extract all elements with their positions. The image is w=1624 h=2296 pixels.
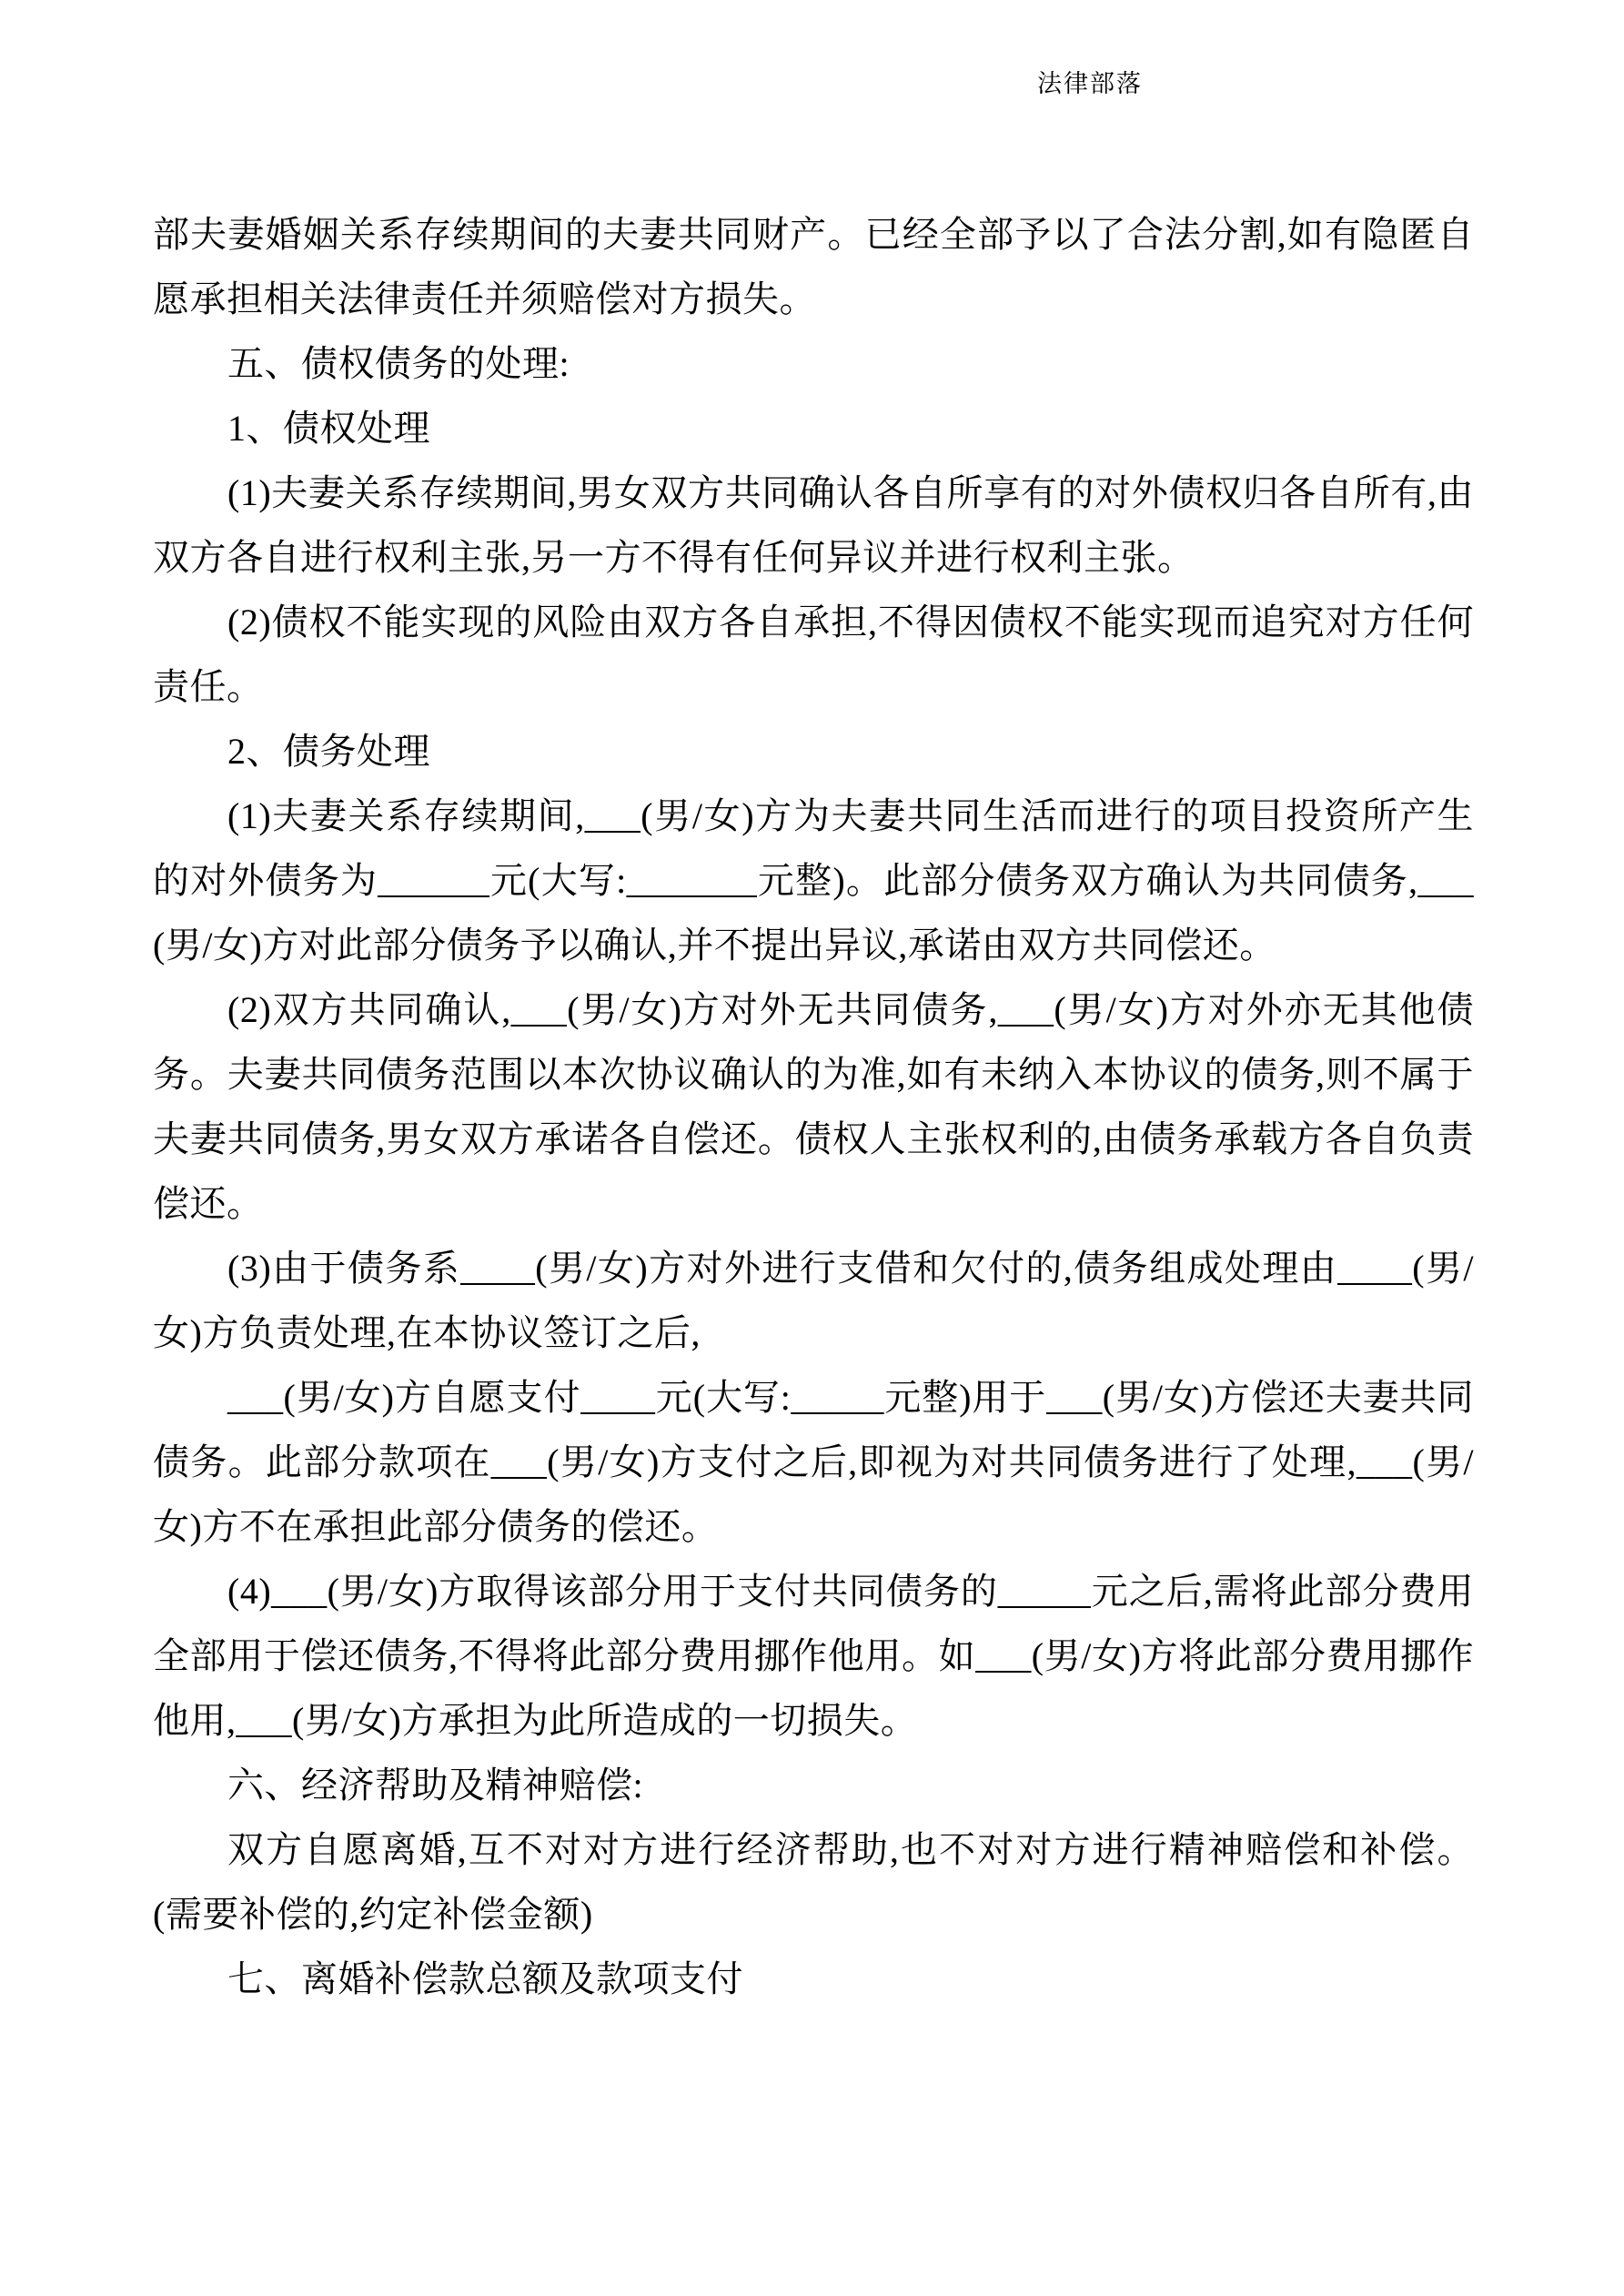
clause-credit-item-1: (1)夫妻关系存续期间,男女双方共同确认各自所享有的对外债权归各自所有,由双方各自进行权利主张,另一方不得有任何异议并进行权利主张。 — [153, 472, 1474, 578]
section-5-heading: 五、债权债务的处理: — [227, 343, 570, 384]
section-7-heading: 七、离婚补偿款总额及款项支付 — [227, 1958, 743, 1999]
clause-debt-item-1: (1)夫妻关系存续期间,___(男/女)方为夫妻共同生活而进行的项目投资所产生的对外债务为______元(大写:_______元整)。此部分债务双方确认为共同债务,___(男/女)方对此部分债务予以确认,并不提出异议,承诺由双方共同偿还。 — [153, 795, 1474, 966]
clause-credit-heading: 1、债权处理 — [227, 408, 430, 449]
section-6-body: 双方自愿离婚,互不对对方进行经济帮助,也不对对方进行精神赔偿和补偿。(需要补偿的,约定补偿金额) — [153, 1829, 1474, 1935]
clause-debt-item-3-payment: ___(男/女)方自愿支付____元(大写:_____元整)用于___(男/女)方偿还夫妻共同债务。此部分款项在___(男/女)方支付之后,即视为对共同债务进行了处理,___(男/女)方不在承担此部分债务的偿还。 — [153, 1377, 1474, 1547]
clause-debt-item-2: (2)双方共同确认,___(男/女)方对外无共同债务,___(男/女)方对外亦无其他债务。夫妻共同债务范围以本次协议确认的为准,如有未纳入本协议的债务,则不属于夫妻共同债务,男女双方承诺各自偿还。债权人主张权利的,由债务承载方各自负责偿还。 — [153, 989, 1474, 1224]
document-body — [153, 202, 1474, 2011]
section-6-heading: 六、经济帮助及精神赔偿: — [227, 1765, 644, 1805]
page-header-watermark: 法律部落 — [1037, 70, 1143, 97]
continuation-paragraph: 部夫妻婚姻关系存续期间的夫妻共同财产。已经全部予以了合法分割,如有隐匿自愿承担相关法律责任并须赔偿对方损失。 — [153, 214, 1474, 319]
clause-credit-item-2: (2)债权不能实现的风险由双方各自承担,不得因债权不能实现而追究对方任何责任。 — [153, 602, 1474, 707]
clause-debt-heading: 2、债务处理 — [227, 731, 430, 772]
clause-debt-item-4: (4)___(男/女)方取得该部分用于支付共同债务的_____元之后,需将此部分费用全部用于偿还债务,不得将此部分费用挪作他用。如___(男/女)方将此部分费用挪作他用,___(男/女)方承担为此所造成的一切损失。 — [153, 1571, 1474, 1741]
clause-debt-item-3: (3)由于债务系____(男/女)方对外进行支借和欠付的,债务组成处理由____(男/女)方负责处理,在本协议签订之后, — [153, 1248, 1474, 1353]
